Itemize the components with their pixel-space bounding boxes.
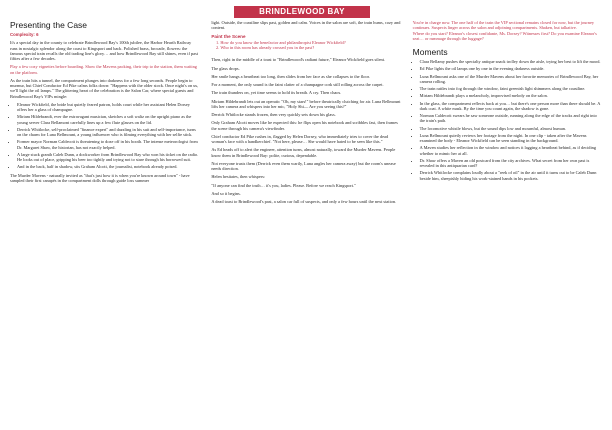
- story-paragraph: The glass drops.: [211, 65, 240, 71]
- guest-item: • Eleanor Wickfield, the bride but quietly feared patron, holds court while her assistant Helen Dorsey offers her a glass of champagne.: [17, 102, 199, 113]
- moment-item: • Ed Pike lights the oil lamps one by one in the evening darkness outside.: [420, 66, 602, 71]
- question-item: 2. Who in this room has already crossed you in the past?: [220, 45, 400, 50]
- gm-prompt: You're in charge now. The one half of the train the VIP sectional remains closed for now, but the journey continues. Suspects linger across the salon and adjoining compartments. Shaken, but talkative. Where do you start? Eleanor's closest confidante, Ms. Dorsey? Witnesses first? Do you examine Eleanor's seat… or rummage through the luggage?: [412, 20, 597, 41]
- moment-item: • The train rattles into fog through the window, faint greenish light shimmers along the coastline.: [420, 86, 602, 91]
- guest-item: • Former mayor Norman Caldecott is threatening to doze off in his booth. The intense meteorologist from Dr. Margaret Shaw, the historian, has not exactly helped.: [17, 139, 199, 150]
- header-banner: BRINDLEWOOD BAY: [234, 6, 370, 18]
- story-paragraph: As Ed heads off to alert the engineer, attention turns, almost naturally, toward the Murder Mavens. People know them in Brindlewood Bay: polite, curious, dependable.: [211, 147, 396, 158]
- column-middle: [211, 20, 400, 207]
- moment-item: • The locomotive whistle blows, but the sound dips low and mournful, almost human.: [420, 126, 602, 131]
- guest-item: • Miriam Hildebrandt, ever the extravagant musician, sketches a soft waltz on the upright piano as the young server Clara Bellamont carefully lines up a few flute glasses on the lid.: [17, 114, 199, 125]
- moment-item: • In the glass, the compartment reflects back at you… but there's one person more than there should be. A dark coat. A white mask. By the time you count again, the shadow is gone.: [420, 101, 602, 112]
- moments-title: Moments: [412, 47, 448, 57]
- story-paragraph: "If anyone can find the truth… it's you, ladies. Please. Before we reach Kingsport.": [211, 182, 356, 188]
- story-paragraph: Chief conductor Ed Pike rushes in, flagged by Helen Dorsey, who immediately tries to cover the dead woman's face with a handkerchief. "Not here, please… She would have hated to be seen like this.": [211, 133, 389, 144]
- story-paragraph: Helen hesitates, then whispers:: [211, 174, 266, 180]
- guest-list: [10, 102, 199, 170]
- moment-item: • Luna Bellmount asks one of the Murder Mavens about her favorite memories of Brindlewood Bay, her camera rolling.: [420, 74, 602, 85]
- setup-paragraph: As the train hits a tunnel, the compartment plunges into darkness for a few long seconds. People begin to murmur, but Chief Conductor Ed Pike calms folks down: "Happens with the older stock. Once night's on us, we'll light the oil lamps." The glittering heart of the celebration is the Salon Car, where special guests and Brindlewood Bay's VIPs mingle:: [10, 77, 199, 99]
- text-columns: [10, 20, 602, 207]
- column-left: [10, 20, 199, 207]
- moments-list: [413, 59, 602, 181]
- story-paragraph: For a moment, the only sound is the faint clatter of a champagne cork still rolling across the carpet.: [211, 82, 384, 87]
- moment-item: • Luna Bellmount quietly reviews her footage from the night. In one clip - taken after the Mavens examined the body - Eleanor Wickfield can be seen standing in the background.: [420, 133, 602, 144]
- moment-item: • Miriam Hildebrandt plays a melancholy, improvised melody on the salon.: [420, 93, 602, 98]
- story-paragraph: Not everyone trusts them (Derrick even them warily, Luna angles her camera away) but the room's unease needs direction.: [211, 160, 396, 171]
- story-paragraph: The train thunders on, yet time seems to hold its breath. A cry. Then chaos.: [211, 90, 342, 96]
- question-item: 1. How do you know the benefactor and philanthropist Eleanor Wickfield?: [220, 40, 400, 45]
- complexity-label: Complexity: 6: [10, 32, 39, 37]
- questions-title: Paint the Scene: [211, 33, 246, 39]
- moment-item: • A Maven studies her reflection in the window and notices it lagging a heartbeat behind, as if deciding whether to mimic her at all.: [420, 145, 602, 156]
- moment-item: • Norman Caldecott swears he saw someone outside, running along the edge of the tracks and right into the train's path.: [420, 113, 602, 124]
- section-title: Presenting the Case: [10, 20, 88, 30]
- guest-item: • Derrick Whitlocke, self-proclaimed "finance expert" and dazzling in his suit and self-importance, turns on the charm for Luna Bellmount, a young influencer who is filming everything with her selfie stick.: [17, 127, 199, 138]
- guest-item: • And in the back, half in shadow, sits Graham Alcott, the journalist, notebook already poised.: [17, 164, 199, 169]
- column-right: [413, 20, 602, 207]
- intro-paragraph: It's a special day in the county to celebrate Brindlewood Bay's 100th jubilee, the Harbor Hearth Railway runs in nostalgic splendor along the coast to Kingsport and back. Polished brass, brocade, flowers: the famous special train recalls the old trading line's glory… and how Brindlewood Bay still shines, even if past fifties after a few decades.: [10, 40, 199, 61]
- gm-prompt: Play a few cozy vignettes before boarding. Show the Mavens packing, their trip to the station, them waiting on the platform.: [10, 64, 197, 75]
- closing-paragraph: The Murder Mavens - naturally invited as "that's just how it is when you're known around town" - have sampled their first canapés in the compartment dolls through guide loss summer: [10, 172, 190, 183]
- story-paragraph: Her smile hangs a heartbeat too long, then slides from her face as she collapses to the floor.: [211, 73, 370, 79]
- moment-item: • Dr. Shaw offers a Maven an old postcard from the city archives. What secret from her own past is revealed in this antiquarian card?: [420, 158, 602, 169]
- question-list: [211, 40, 400, 51]
- continuation-paragraph: light. Outside, the coastline slips past, golden and calm. Voices in the salon are soft, the train hums, cozy and content.: [211, 20, 401, 31]
- moment-item: • Clara Bellamy pushes the specialty antique snack trolley down the aisle, trying her best to lift the mood.: [420, 59, 602, 64]
- story-paragraph: And so it begins.: [211, 190, 241, 196]
- story-paragraph: A dead toast to Brindlewood's past, a salon car full of suspects, and only a few hours until the next station.: [211, 199, 397, 204]
- story-paragraph: Then, right in the middle of a toast to "Brindlewood's radiant future," Eleanor Wickfield goes silent.: [211, 57, 386, 63]
- guest-item: • A large stuck granth Caleb Dunn, a dockworker from Brindlewood Bay who won his ticket on the radio. He looks out of place, gripping his beer too tightly and trying not to stare through his borrowed suit.: [17, 152, 199, 163]
- moment-item: • Derrick Whitlocke complains loudly about a "reek of oil" in the air until it turns out to be Caleb Dunn beside him, sheepishly hiding his work-stained hands in his pockets.: [420, 170, 602, 181]
- story-paragraph: Derrick Whitlocke stands frozen, then very quickly sets down his glass.: [211, 112, 336, 117]
- story-paragraph: Miriam Hildebrandt lets out an operatic "Oh, my stars!" before theatrically clutching for air. Luna Bellmount lifts her camera and whispers into her mic, "Holy Shi— Are you seeing this?": [211, 98, 401, 109]
- story-paragraph: Only Graham Alcott moves like he expected this: he flips open his notebook and scribbles fast, then frames the scene through his camera's viewfinder.: [211, 120, 398, 131]
